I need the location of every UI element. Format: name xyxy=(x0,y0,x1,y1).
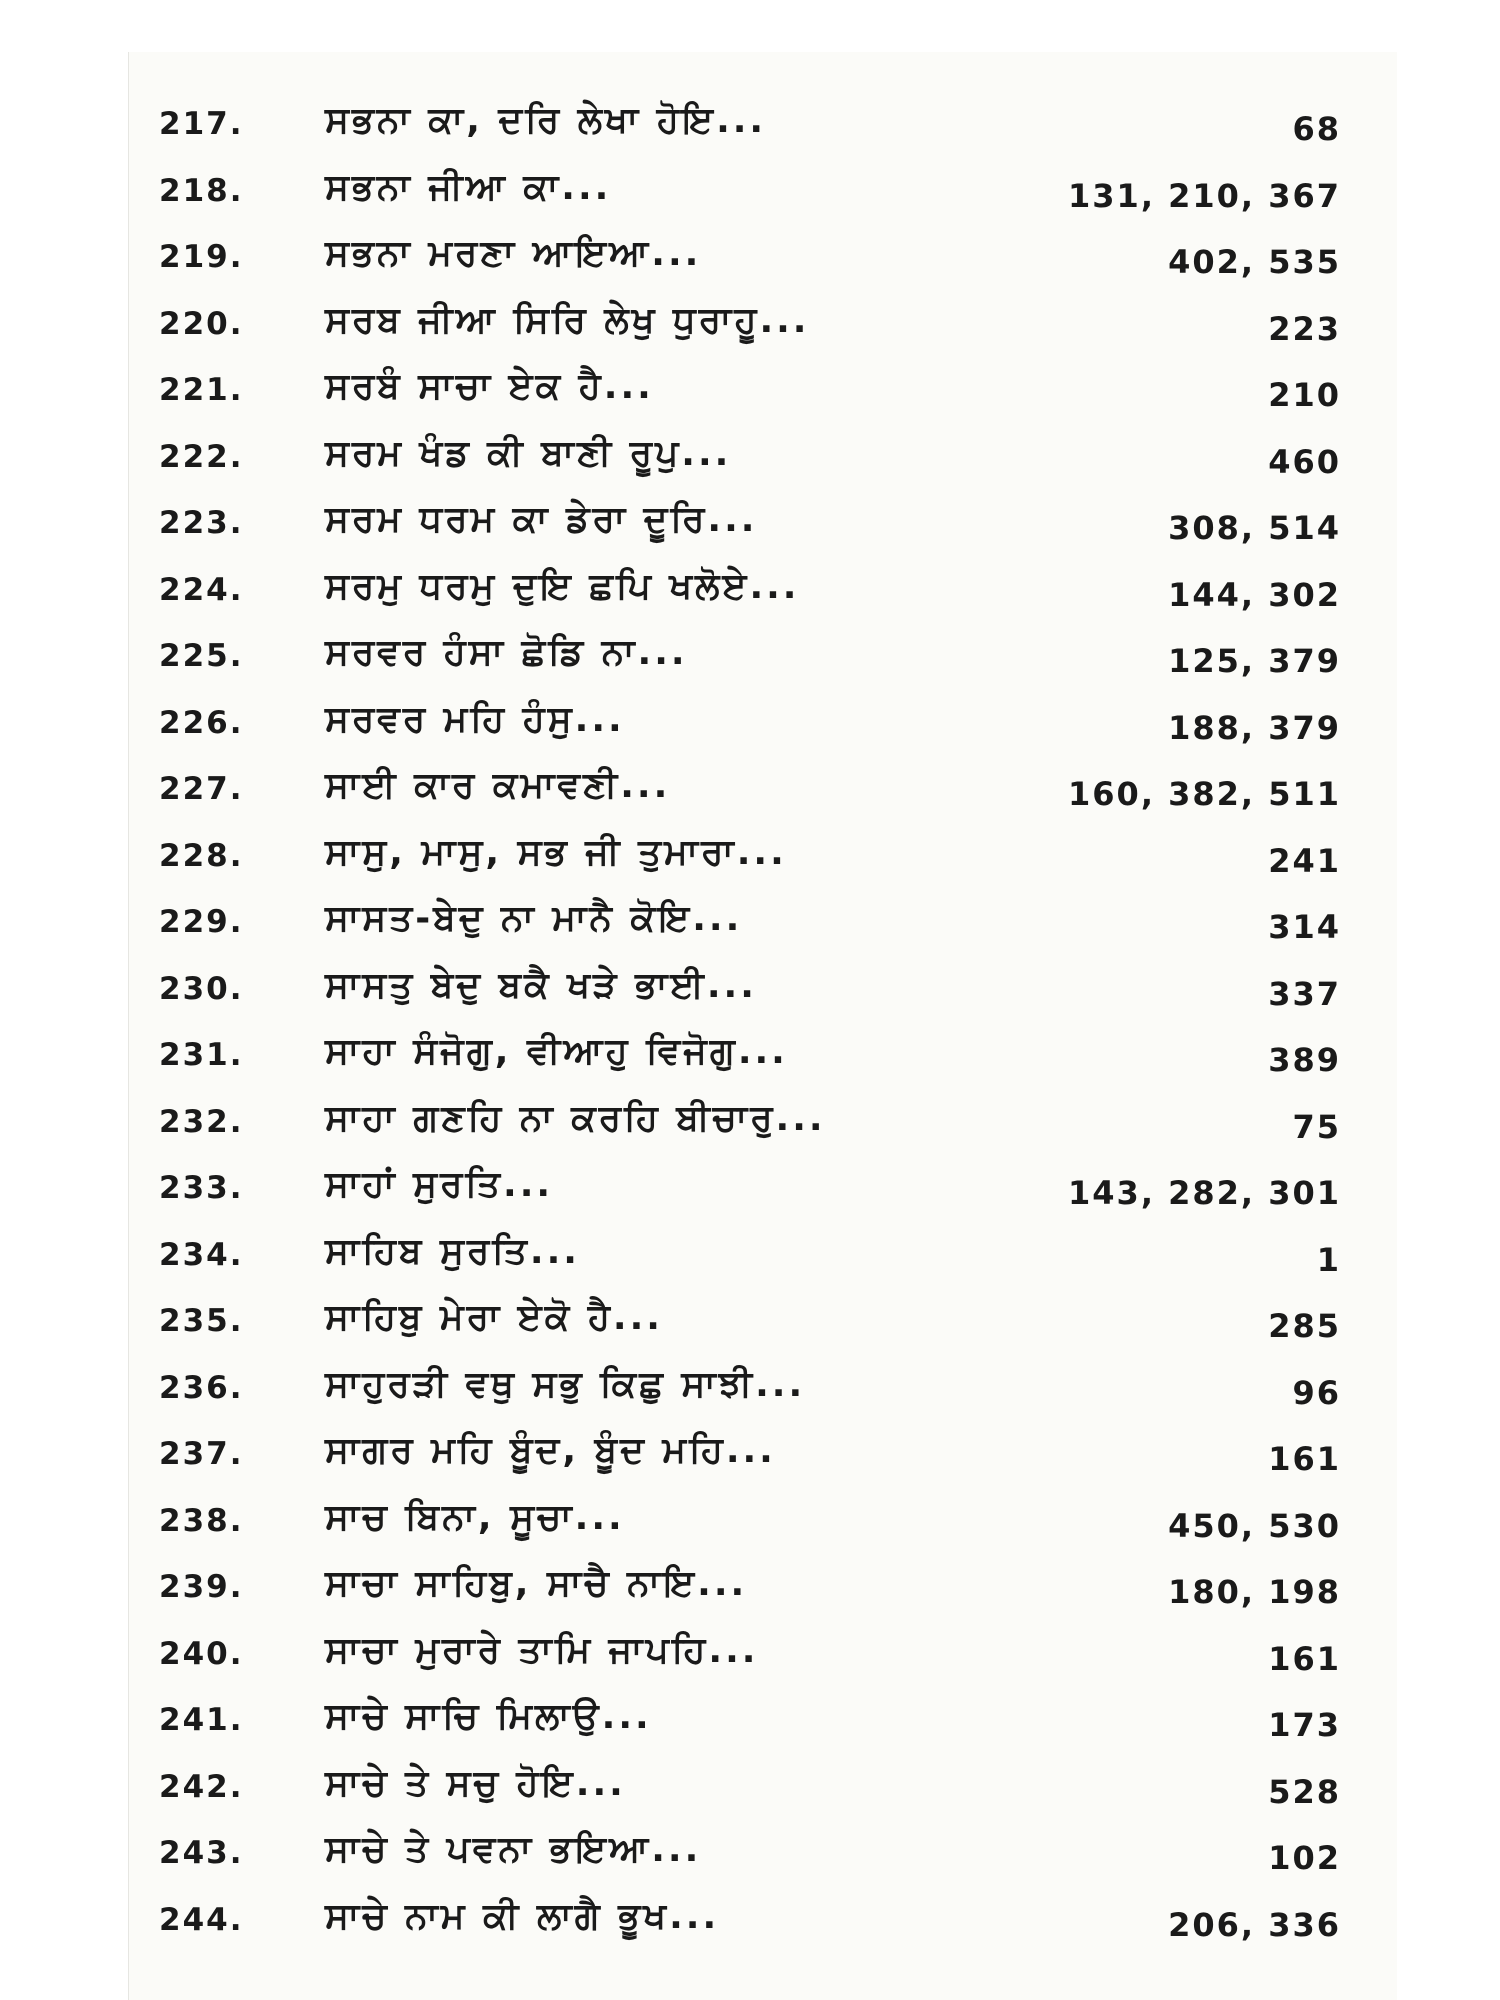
entry-pages: 285 xyxy=(1268,1307,1341,1345)
entry-text: ਸਾਚ ਬਿਨਾ, ਸੂਚਾ... xyxy=(325,1496,625,1538)
entry-text: ਸਾਈ ਕਾਰ ਕਮਾਵਣੀ... xyxy=(325,765,671,806)
entry-text: ਸਾਹਾ ਸੰਜੋਗੁ, ਵੀਆਹੁ ਵਿਜੋਗੁ... xyxy=(325,1031,788,1072)
entry-text: ਸਰਵਰ ਮਹਿ ਹੰਸੁ... xyxy=(325,698,625,740)
entry-number: 228. xyxy=(159,837,244,874)
index-entry xyxy=(129,231,1397,298)
index-entry xyxy=(129,1428,1397,1495)
entry-number: 237. xyxy=(159,1436,244,1472)
entry-pages: 402, 535 xyxy=(1168,243,1341,281)
entry-pages: 223 xyxy=(1268,309,1341,348)
entry-number: 223. xyxy=(159,505,244,541)
entry-number: 234. xyxy=(159,1236,244,1273)
entry-pages: 173 xyxy=(1268,1706,1341,1744)
entry-text: ਸਭਨਾ ਕਾ, ਦਰਿ ਲੇਖਾ ਹੋਇ... xyxy=(325,100,767,141)
entry-text: ਸਾਹਿਬੁ ਮੇਰਾ ਏਕੋ ਹੈ... xyxy=(325,1297,663,1338)
entry-pages: 96 xyxy=(1292,1373,1341,1412)
entry-number: 243. xyxy=(159,1835,244,1871)
entry-text: ਸਰਬੰ ਸਾਚਾ ਏਕ ਹੈ... xyxy=(325,366,654,407)
entry-pages: 144, 302 xyxy=(1168,575,1341,614)
entry-number: 235. xyxy=(159,1303,244,1339)
entry-text: ਸਰਮ ਖੰਡ ਕੀ ਬਾਣੀ ਰੂਪੁ... xyxy=(325,432,732,474)
entry-number: 220. xyxy=(159,305,244,342)
index-entry xyxy=(129,830,1397,897)
entry-number: 232. xyxy=(159,1103,244,1140)
entry-number: 231. xyxy=(159,1037,244,1073)
index-entry xyxy=(129,1761,1397,1828)
entry-number: 226. xyxy=(159,704,244,741)
entry-text: ਸਭਨਾ ਮਰਣਾ ਆਇਆ... xyxy=(325,233,702,274)
index-entry xyxy=(129,1229,1397,1296)
index-entry xyxy=(129,1362,1397,1429)
entry-text: ਸਰਵਰ ਹੰਸਾ ਛੋਡਿ ਨਾ... xyxy=(325,632,688,673)
entry-text: ਸਾਸਤ-ਬੇਦੁ ਨਾ ਮਾਨੈ ਕੋਇ... xyxy=(325,898,743,939)
entry-number: 244. xyxy=(159,1901,244,1938)
index-entry xyxy=(129,298,1397,365)
entry-pages: 160, 382, 511 xyxy=(1068,775,1341,813)
entry-text: ਸਰਮ ਧਰਮ ਕਾ ਡੇਰਾ ਦੂਰਿ... xyxy=(325,499,758,540)
entry-text: ਸਰਬ ਜੀਆ ਸਿਰਿ ਲੇਖੁ ਧੁਰਾਹੂ... xyxy=(325,299,810,341)
entry-text: ਸਾਚੇ ਤੇ ਪਵਨਾ ਭਇਆ... xyxy=(325,1829,702,1870)
entry-text: ਸਾਸੁ, ਮਾਸੁ, ਸਭ ਜੀ ਤੁਮਾਰਾ... xyxy=(325,831,787,873)
entry-number: 233. xyxy=(159,1170,244,1206)
entry-pages: 180, 198 xyxy=(1168,1573,1341,1611)
entry-number: 242. xyxy=(159,1768,244,1805)
index-entry xyxy=(129,1694,1397,1761)
index-entry xyxy=(129,1295,1397,1362)
entry-number: 225. xyxy=(159,638,244,674)
index-entry xyxy=(129,98,1397,165)
entry-number: 222. xyxy=(159,438,244,475)
entry-text: ਸਾਚਾ ਸਾਹਿਬੁ, ਸਾਚੈ ਨਾਇ... xyxy=(325,1563,748,1604)
entry-pages: 1 xyxy=(1316,1240,1341,1279)
entry-pages: 125, 379 xyxy=(1168,642,1341,680)
entry-pages: 68 xyxy=(1292,110,1341,148)
index-entry xyxy=(129,763,1397,830)
entry-number: 217. xyxy=(159,106,244,142)
index-entry xyxy=(129,497,1397,564)
index-entry xyxy=(129,697,1397,764)
entry-number: 238. xyxy=(159,1502,244,1539)
entry-number: 218. xyxy=(159,172,244,209)
index-entry xyxy=(129,431,1397,498)
entry-text: ਸਾਚੇ ਸਾਚਿ ਮਿਲਾਉ... xyxy=(325,1696,652,1737)
entry-text: ਸਾਹੁਰੜੀ ਵਥੁ ਸਭੁ ਕਿਛੁ ਸਾਝੀ... xyxy=(325,1363,806,1405)
entry-text: ਸਾਗਰ ਮਹਿ ਬੂੰਦ, ਬੂੰਦ ਮਹਿ... xyxy=(325,1430,776,1471)
index-entry xyxy=(129,1628,1397,1695)
entry-pages: 75 xyxy=(1292,1107,1341,1146)
entry-text: ਸਾਚੇ ਤੇ ਸਚੁ ਹੋਇ... xyxy=(325,1762,626,1804)
entry-text: ਸਾਹਿਬ ਸੁਰਤਿ... xyxy=(325,1230,580,1272)
entry-pages: 102 xyxy=(1268,1839,1341,1877)
index-entry xyxy=(129,1096,1397,1163)
entry-number: 240. xyxy=(159,1635,244,1672)
entry-text: ਸਰਮੁ ਧਰਮੁ ਦੁਇ ਛਪਿ ਖਲੋਏ... xyxy=(325,565,800,607)
book-page xyxy=(128,52,1397,2000)
entry-pages: 131, 210, 367 xyxy=(1068,176,1341,215)
entry-pages: 337 xyxy=(1268,974,1341,1013)
entry-number: 236. xyxy=(159,1369,244,1406)
entry-pages: 389 xyxy=(1268,1041,1341,1079)
entry-text: ਸਭਨਾ ਜੀਆ ਕਾ... xyxy=(325,166,612,208)
index-entry xyxy=(129,630,1397,697)
entry-pages: 460 xyxy=(1268,442,1341,481)
index-list xyxy=(129,98,1397,1960)
index-entry xyxy=(129,1894,1397,1961)
entry-pages: 314 xyxy=(1268,908,1341,946)
entry-pages: 161 xyxy=(1268,1639,1341,1678)
entry-pages: 308, 514 xyxy=(1168,509,1341,547)
index-entry xyxy=(129,896,1397,963)
entry-pages: 206, 336 xyxy=(1168,1905,1341,1944)
index-entry xyxy=(129,1827,1397,1894)
entry-text: ਸਾਚੇ ਨਾਮ ਕੀ ਲਾਗੈ ਭੂਖ... xyxy=(325,1895,720,1937)
entry-pages: 161 xyxy=(1268,1440,1341,1478)
index-entry xyxy=(129,1162,1397,1229)
entry-number: 224. xyxy=(159,571,244,608)
entry-pages: 143, 282, 301 xyxy=(1068,1174,1341,1212)
index-entry xyxy=(129,963,1397,1030)
entry-number: 221. xyxy=(159,372,244,408)
entry-text: ਸਾਸਤੁ ਬੇਦੁ ਬਕੈ ਖੜੇ ਭਾਈ... xyxy=(325,964,757,1006)
entry-number: 229. xyxy=(159,904,244,940)
entry-text: ਸਾਚਾ ਮੁਰਾਰੇ ਤਾਮਿ ਜਾਪਹਿ... xyxy=(325,1629,759,1671)
entry-number: 230. xyxy=(159,970,244,1007)
entry-pages: 528 xyxy=(1268,1772,1341,1811)
index-entry xyxy=(129,1029,1397,1096)
entry-number: 227. xyxy=(159,771,244,807)
index-entry xyxy=(129,1495,1397,1562)
entry-text: ਸਾਹਾ ਗਣਹਿ ਨਾ ਕਰਹਿ ਬੀਚਾਰੁ... xyxy=(325,1097,826,1139)
index-entry xyxy=(129,165,1397,232)
entry-number: 241. xyxy=(159,1702,244,1738)
entry-pages: 188, 379 xyxy=(1168,708,1341,747)
entry-text: ਸਾਹਾਂ ਸੁਰਤਿ... xyxy=(325,1164,554,1205)
entry-pages: 450, 530 xyxy=(1168,1506,1341,1545)
index-entry xyxy=(129,564,1397,631)
entry-number: 239. xyxy=(159,1569,244,1605)
entry-pages: 241 xyxy=(1268,841,1341,880)
index-entry xyxy=(129,1561,1397,1628)
entry-number: 219. xyxy=(159,239,244,275)
index-entry xyxy=(129,364,1397,431)
entry-pages: 210 xyxy=(1268,376,1341,414)
